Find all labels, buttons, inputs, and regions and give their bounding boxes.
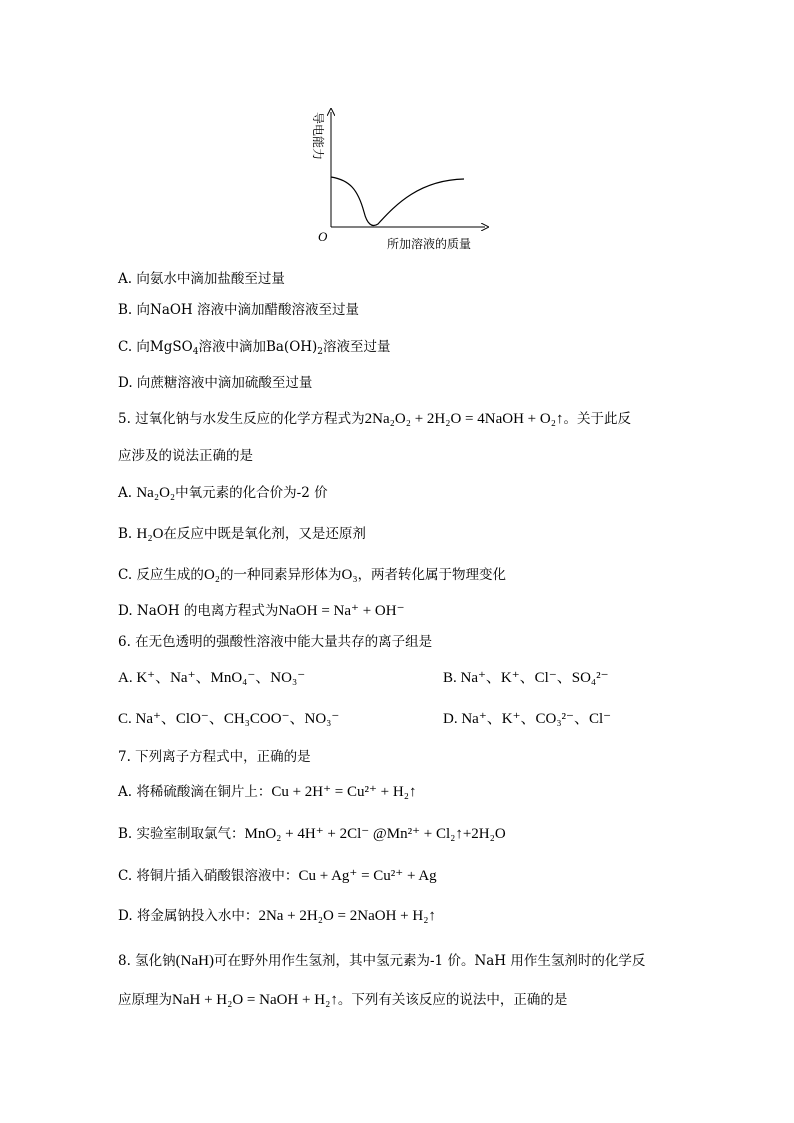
q6-option-d bbox=[443, 710, 611, 728]
q7-d-text: D. 将金属钠投入水中： bbox=[118, 908, 259, 924]
origin-label: O bbox=[318, 229, 328, 244]
q5-c-formula2: O₃ bbox=[341, 567, 358, 583]
q7-option-b bbox=[118, 825, 506, 843]
x-axis-label: 所加溶液的质量 bbox=[387, 237, 472, 251]
q7-b-equation: MnO₂ + 4H⁺ + 2Cl⁻ @Mn²⁺ + Cl₂↑+2H₂O bbox=[244, 826, 506, 842]
q5-stem-pre: 5. 过氧化钠与水发生反应的化学方程式为 bbox=[118, 411, 365, 427]
q7-stem: 7. 下列离子方程式中，正确的是 bbox=[118, 749, 311, 765]
q7-c-equation: Cu + Ag⁺ = Cu²⁺ + Ag bbox=[298, 868, 437, 884]
q5-stem-line2: 应涉及的说法正确的是 bbox=[118, 448, 253, 464]
q5-option-a bbox=[118, 484, 328, 502]
q4-c-text2: 溶液中滴加Ba(OH) bbox=[198, 339, 318, 355]
q5-option-b bbox=[118, 525, 366, 543]
conductivity-graph bbox=[300, 100, 500, 260]
q6-stem: 6. 在无色透明的强酸性溶液中能大量共存的离子组是 bbox=[118, 634, 433, 650]
q5-d-text: D. NaOH 的电离方程式为 bbox=[118, 603, 279, 619]
q5-option-c bbox=[118, 566, 506, 584]
q8-line1-post: 可在野外用作生氢剂，其中氢元素为-1 价。NaH 用作生氢剂时的化学反 bbox=[214, 953, 646, 969]
q5-c-text3: ，两者转化属于物理变化 bbox=[357, 567, 507, 583]
q7-a-equation: Cu + 2H⁺ = Cu²⁺ + H₂↑ bbox=[271, 784, 417, 800]
q8-stem-line1 bbox=[118, 952, 645, 970]
q5-d-formula: NaOH = Na⁺ + OH⁻ bbox=[278, 603, 405, 619]
q4-option-a: A. 向氨水中滴加盐酸至过量 bbox=[118, 271, 285, 287]
q5-b-formula: H₂O bbox=[136, 526, 164, 542]
q5-a-formula: Na₂O₂ bbox=[136, 485, 176, 501]
q7-option-c bbox=[118, 867, 437, 885]
q5-stem-post: 。关于此反 bbox=[563, 411, 631, 427]
q6-a-text: A. K⁺、Na⁺、MnO₄⁻、NO₃⁻ bbox=[118, 670, 306, 686]
q6-b-text: B. Na⁺、K⁺、Cl⁻、SO₄²⁻ bbox=[443, 670, 609, 686]
q5-equation: 2Na₂O₂ + 2H₂O = 4NaOH + O₂↑ bbox=[364, 411, 564, 427]
q5-c-formula1: O₂ bbox=[203, 567, 220, 583]
q5-b-label: B. bbox=[118, 526, 137, 542]
q5-b-text: 在反应中既是氧化剂，又是还原剂 bbox=[163, 526, 366, 542]
q7-b-text: B. 实验室制取氯气： bbox=[118, 826, 245, 842]
q7-a-text: A. 将稀硫酸滴在铜片上： bbox=[118, 784, 272, 800]
q4-option-d: D. 向蔗糖溶液中滴加硫酸至过量 bbox=[118, 375, 313, 391]
q7-option-d bbox=[118, 907, 436, 925]
q8-line2-pre: 应原理为 bbox=[118, 992, 172, 1008]
q5-a-label: A. bbox=[118, 485, 137, 501]
q8-line1-formula: (NaH) bbox=[175, 953, 214, 969]
q4-option-b: B. 向NaOH 溶液中滴加醋酸溶液至过量 bbox=[118, 302, 359, 318]
q6-option-a bbox=[118, 669, 305, 687]
q5-c-text2: 的一种同素异形体为 bbox=[220, 567, 342, 583]
conductivity-curve bbox=[331, 177, 464, 226]
q5-c-text1: C. 反应生成的 bbox=[118, 567, 204, 583]
q7-c-text: C. 将铜片插入硝酸银溶液中： bbox=[118, 868, 299, 884]
q7-d-equation: 2Na + 2H₂O = 2NaOH + H₂↑ bbox=[258, 908, 436, 924]
q8-line1-pre: 8. 氢化钠 bbox=[118, 953, 176, 969]
q6-option-c bbox=[118, 710, 339, 728]
q8-line2-equation: NaH + H₂O = NaOH + H₂↑ bbox=[172, 992, 338, 1008]
q6-option-b bbox=[443, 669, 609, 687]
q7-option-a bbox=[118, 783, 416, 801]
q8-stem-line2 bbox=[118, 991, 567, 1009]
q8-line2-post: 。下列有关该反应的说法中，正确的是 bbox=[337, 992, 568, 1008]
q5-a-text: 中氧元素的化合价为-2 价 bbox=[175, 485, 328, 501]
q6-c-text: C. Na⁺、ClO⁻、CH₃COO⁻、NO₃⁻ bbox=[118, 711, 340, 727]
q6-d-text: D. Na⁺、K⁺、CO₃²⁻、Cl⁻ bbox=[443, 711, 612, 727]
q4-c-text3: 溶液至过量 bbox=[323, 339, 391, 355]
q5-option-d bbox=[118, 602, 405, 620]
q4-c-sub1: 4 bbox=[192, 347, 199, 357]
y-axis-label: 导电能力 bbox=[311, 112, 325, 161]
q4-c-text1: C. 向MgSO bbox=[118, 339, 193, 355]
q5-stem-line1 bbox=[118, 410, 631, 428]
conductivity-graph-svg bbox=[300, 100, 500, 260]
q4-c-sub2: 2 bbox=[317, 347, 324, 357]
q4-option-c bbox=[118, 338, 391, 361]
